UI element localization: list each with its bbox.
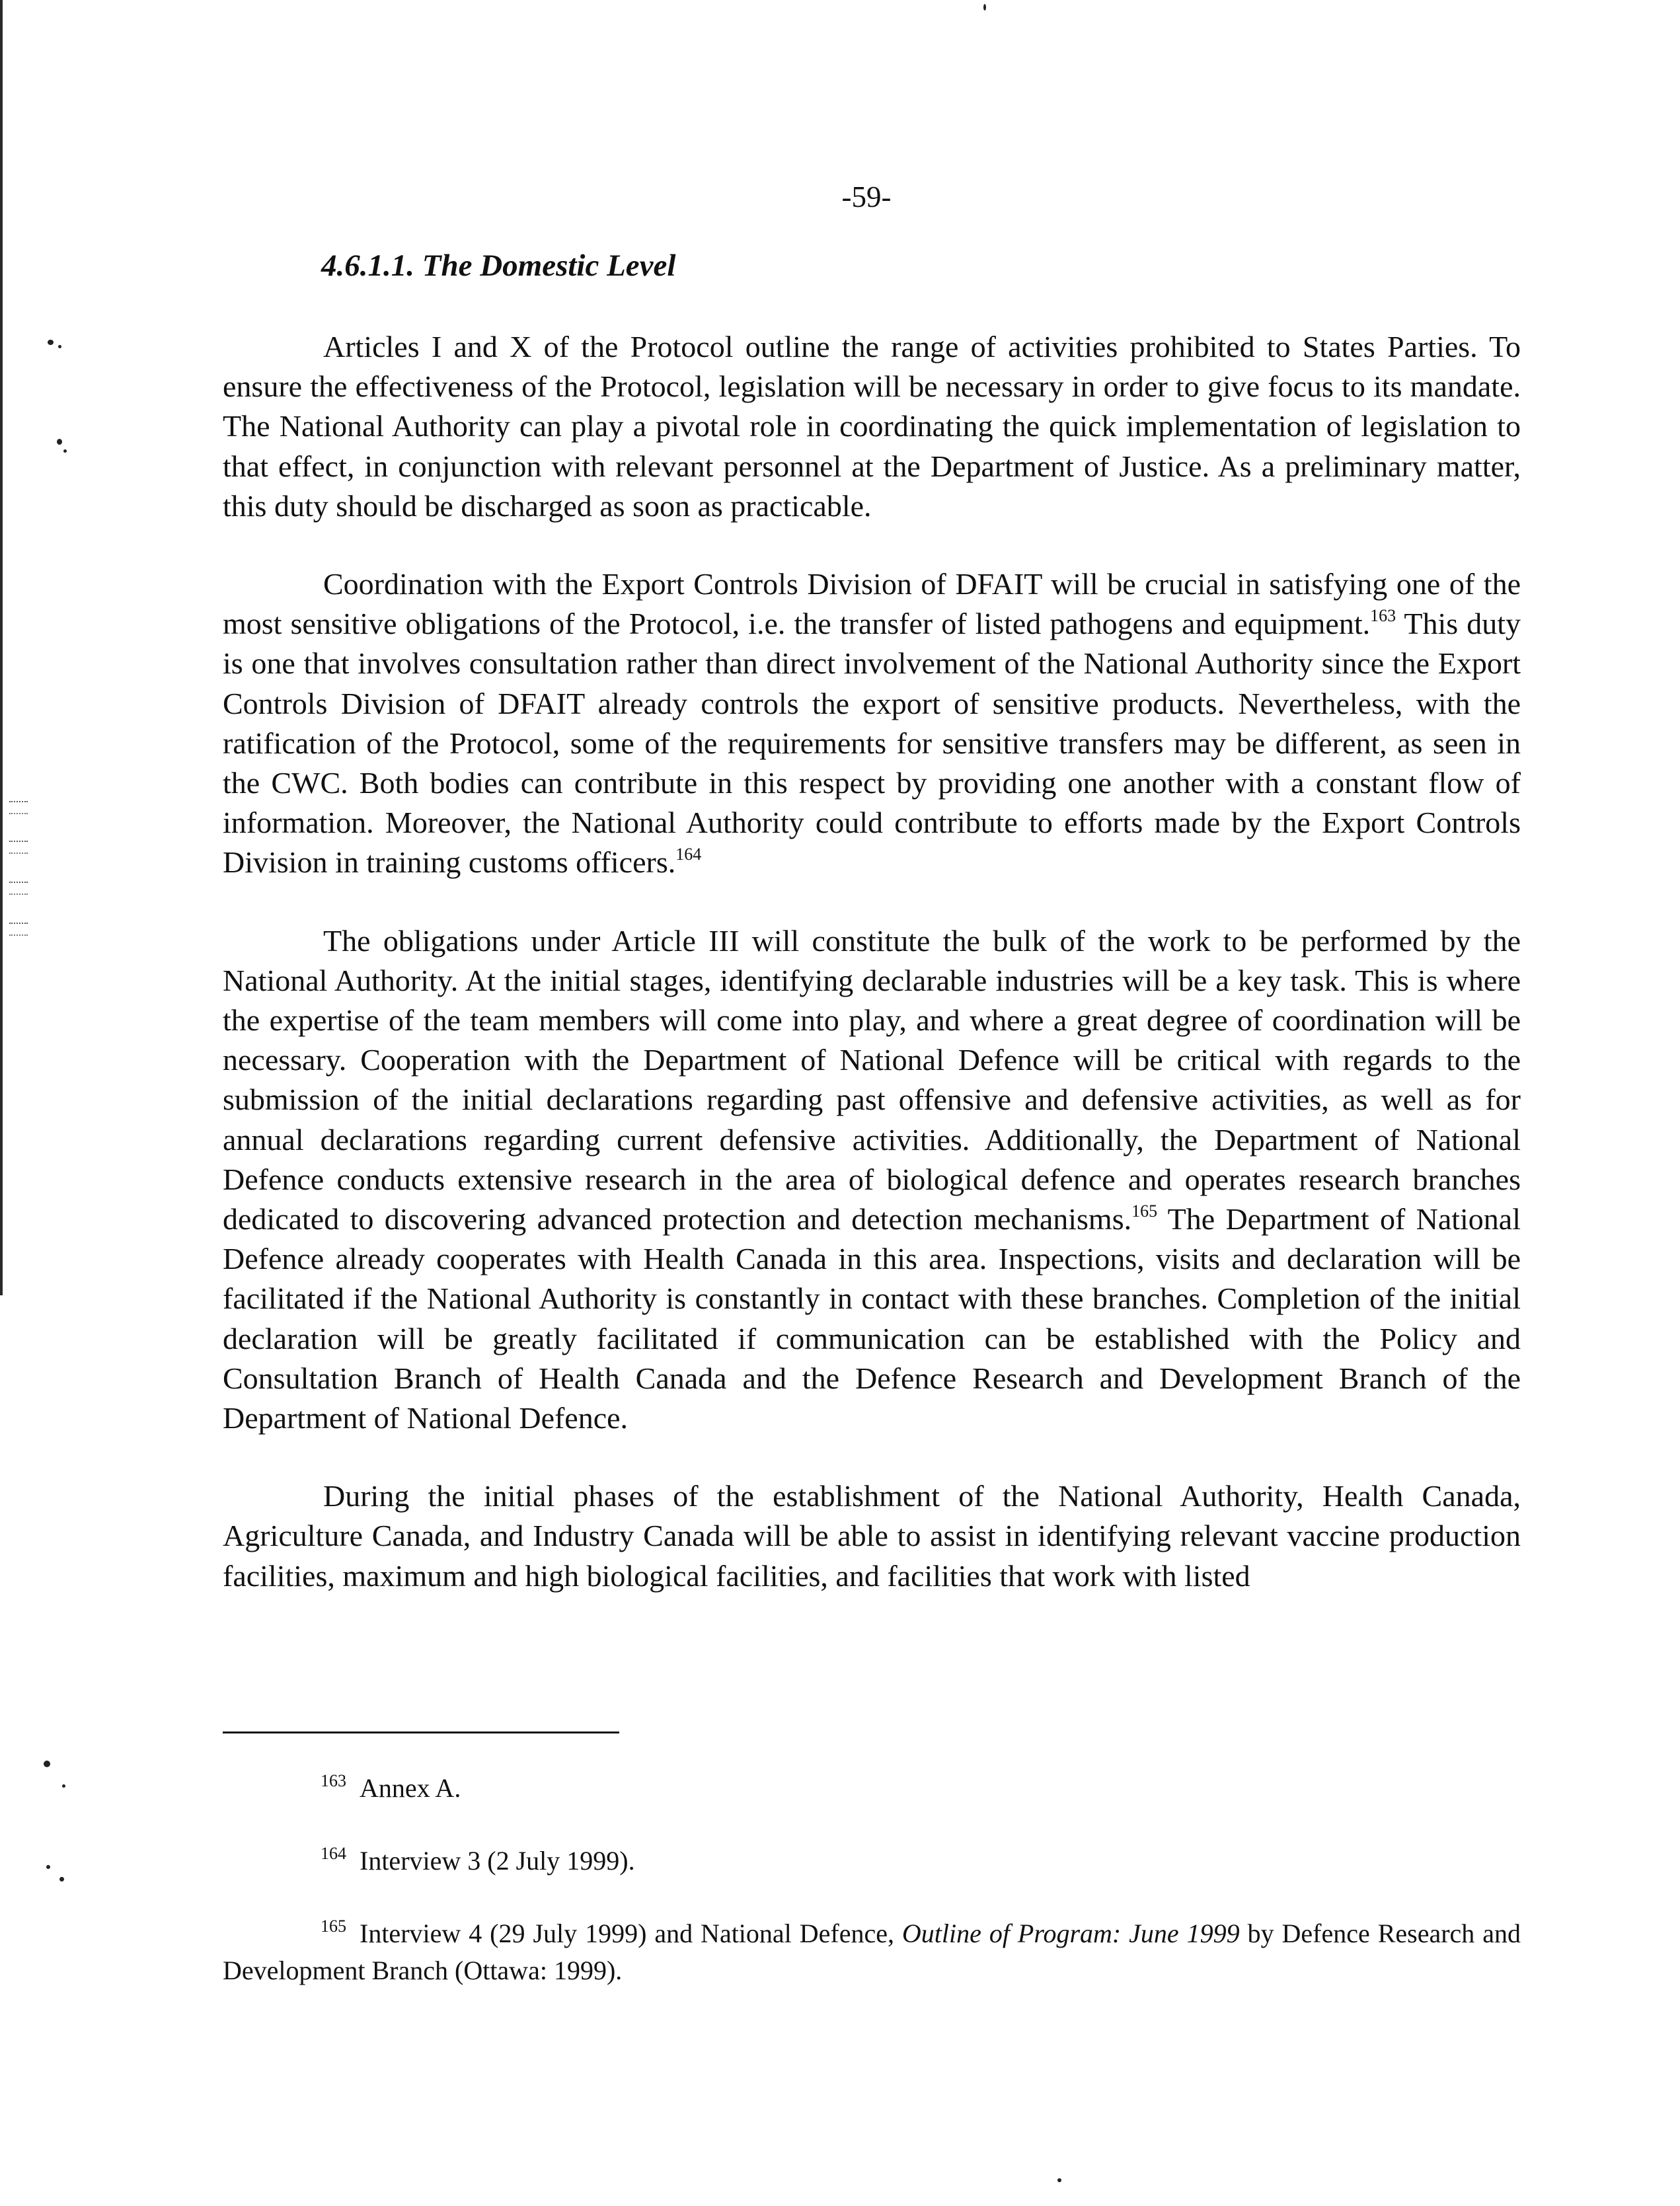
paragraph-text: Coordination with the Export Controls Division of DFAIT will be crucial in satisfying one of the most sensitive obligations of the Protocol, i.e. the transfer of listed pathogens and equipment.	[223, 567, 1521, 641]
scan-mark	[9, 841, 28, 854]
paragraph-text: This duty is one that involves consultation rather than direct involvement of the National Authority since the Export Controls Division of DFAIT already controls the export of sensitive products. Nevertheless, with the ratification of the Protocol, some of the requirements for sensitive transfers may be different, as seen in the CWC. Both bodies can contribute in this respect by providing one another with a constant flow of information. Moreover, the National Authority could contribute to efforts made by the Export Controls Division in training customs officers.	[223, 607, 1521, 880]
scan-speck	[63, 449, 67, 453]
body-text	[223, 327, 1521, 1634]
body-paragraph	[223, 327, 1521, 526]
section-heading: 4.6.1.1. The Domestic Level	[321, 248, 676, 283]
scan-mark	[9, 801, 28, 814]
footnote	[223, 1770, 1521, 1807]
footnote-text: Interview 4 (29 July 1999) and National Defence,	[360, 1919, 902, 1948]
footnote-reference: 163	[1370, 606, 1396, 626]
paragraph-text: Articles I and X of the Protocol outline the range of activities prohibited to States Parties. To ensure the effectiveness of the Protocol, legislation will be necessary in order to give focus to its mandate. The National Authority can play a pivotal role in coordinating the quick implementation of legislation to that effect, in conjunction with relevant personnel at the Department of Justice. As a preliminary matter, this duty should be discharged as soon as practicable.	[223, 330, 1521, 523]
footnote-text: Annex A.	[360, 1773, 461, 1803]
scan-speck	[44, 1761, 50, 1767]
scan-speck	[983, 4, 986, 11]
footnote-number: 163	[321, 1771, 346, 1790]
footnotes	[223, 1770, 1521, 2025]
scan-speck	[59, 1877, 64, 1882]
scan-speck	[48, 340, 54, 345]
footnote-text: Interview 3 (2 July 1999).	[360, 1846, 635, 1876]
footnote-text: by Defence Research and Development Branch (Ottawa: 1999).	[223, 1919, 1521, 1985]
scan-speck	[58, 345, 61, 348]
body-paragraph	[223, 921, 1521, 1439]
body-paragraph	[223, 1476, 1521, 1596]
footnote	[223, 1843, 1521, 1880]
footnote	[223, 1915, 1521, 1989]
footnote-separator	[223, 1731, 619, 1733]
page-number: -59-	[841, 180, 892, 213]
paragraph-text: The obligations under Article III will constitute the bulk of the work to be performed by the National Authority. At the initial stages, identifying declarable industries will be a key task. This is where the expertise of the team members will come into play, and where a great degree of coordination will be necessary. Cooperation with the Department of National Defence will be critical with regards to the submission of the initial declarations regarding past offensive and defensive activities, as well as for annual declarations regarding current defensive activities. Additionally, the Department of National Defence conducts extensive research in the area of biological defence and operates research branches dedicated to discovering advanced protection and detection mechanisms.	[223, 923, 1521, 1236]
scan-speck	[62, 1784, 65, 1788]
scan-speck	[57, 439, 62, 445]
footnote-number: 164	[321, 1844, 346, 1863]
paragraph-text: During the initial phases of the establishment of the National Authority, Health Canada, Agriculture Canada, and Industry Canada will be able to assist in identifying relevant vaccine production facilities, maximum and high biological facilities, and facilities that work with listed	[223, 1479, 1521, 1593]
scan-mark	[9, 882, 28, 895]
footnote-reference: 164	[675, 845, 702, 864]
scan-mark	[9, 923, 28, 936]
scan-speck	[1057, 2178, 1061, 2182]
footnote-number: 165	[321, 1917, 346, 1936]
footnote-reference: 165	[1131, 1201, 1158, 1221]
body-paragraph	[223, 564, 1521, 883]
scan-speck	[46, 1865, 50, 1869]
paragraph-text: The Department of National Defence already cooperates with Health Canada in this area. Inspections, visits and declaration will be facilitated if the National Authority is constantly in contact with these branches. Completion of the initial declaration will be greatly facilitated if communication can be established with the Policy and Consultation Branch of Health Canada and the Defence Research and Development Branch of the Department of National Defence.	[223, 1202, 1521, 1435]
footnote-title: Outline of Program: June 1999	[901, 1919, 1240, 1948]
